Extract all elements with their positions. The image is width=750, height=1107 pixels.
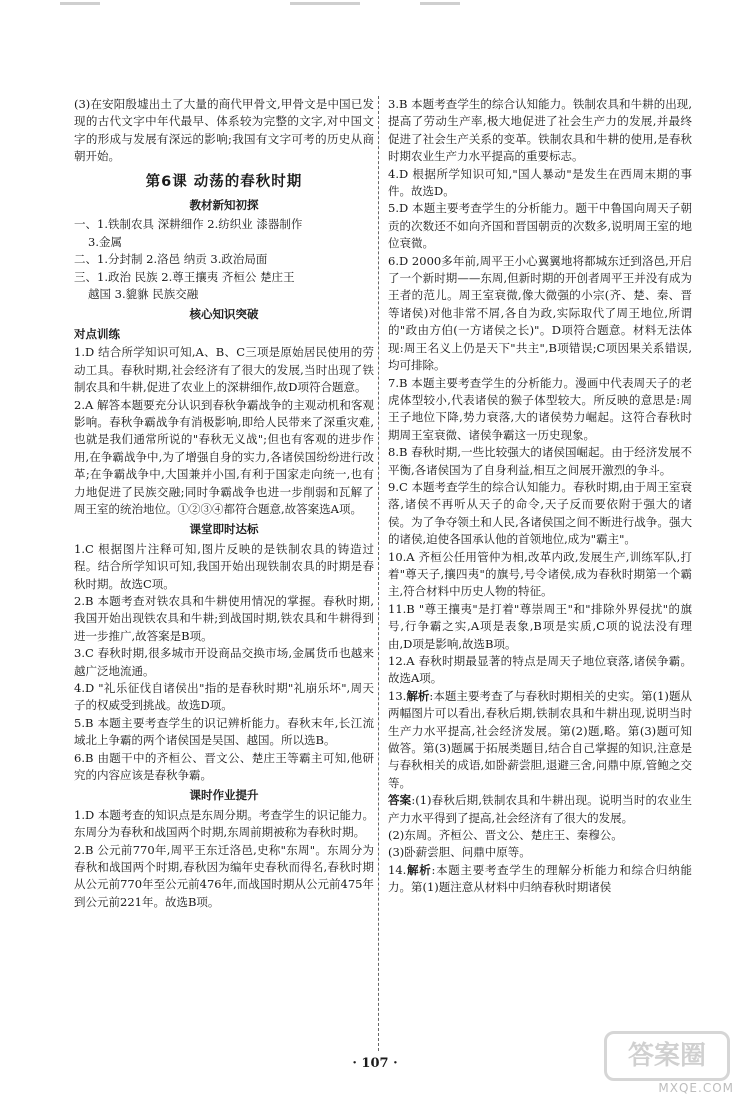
column-divider [378, 96, 379, 1051]
top-scan-marks [0, 0, 750, 10]
answer-item: 7.B 本题主要考查学生的分析能力。漫画中代表周天子的老虎体型较小,代表诸侯的猴子体型较大。所反映的意思是:周王子地位下降,势力衰落,大的诸侯势力崛起。这符合春秋时期周王室衰微、诸侯争霸这一历史现象。 [388, 375, 692, 442]
answer-item: 9.C 本题考查学生的综合认知能力。春秋时期,由于周王室衰落,诸侯不再听从天子的命令,天子反而要依附于强大的诸侯。为了争夺领土和人民,各诸侯国之间不断进行战争。强大的诸侯,迫使各国承认他的首领地位,成为"霸主"。 [388, 479, 692, 547]
analysis-text: :本题主要考查了与春秋时期相关的史实。第(1)题从两幅图片可以看出,春秋后期,铁制农具和牛耕出现,说明当时生产力水平提高,社会经济发展。第(2)题,略。第(3)题可知做答。第(3)题属于拓展类题目,结合自己掌握的知识,注意是与春秋相关的成语,如卧薪尝胆,退避三舍,问鼎中原,管鲍之交等。 [388, 688, 692, 790]
knowledge-line: 二、1.分封制 2.洛邑 纳贡 3.政治局面 [74, 252, 268, 267]
answer-item: 2.B 本题考查对铁农具和牛耕使用情况的掌握。春秋时期,我国开始出现铁农具和牛耕;到战国时期,铁农具和牛耕得到进一步推广,故答案是B项。 [74, 593, 374, 643]
answer-item: 5.D 本题主要考查学生的分析能力。题干中鲁国向周天子朝贡的次数还不如向齐国和晋国朝贡的次数多,说明周王室的地位衰微。 [388, 201, 692, 251]
right-column [388, 96, 692, 897]
watermark [584, 1033, 734, 1095]
answer-item-13 [388, 688, 692, 792]
knowledge-line: 一、1.铁制农具 深耕细作 2.纺织业 漆器制作 [74, 217, 303, 232]
intro-paragraph: (3)在安阳殷墟出土了大量的商代甲骨文,甲骨文是中国已发现的古代文字中年代最早、体系较为完整的文字,对中国文字的形成与发展有深远的影响;我国有文字可考的历史从商朝开始。 [74, 97, 374, 164]
watermark-logo: 答案圈 [604, 1031, 730, 1081]
analysis-text: :本题主要考查学生的理解分析能力和综合归纳能力。第(1)题注意从材料中归纳春秋时期诸侯 [388, 862, 693, 895]
answer-item: 10.A 齐桓公任用管仲为相,改革内政,发展生产,训练军队,打着"尊天子,攘四夷"的旗号,号令诸侯,成为春秋时期第一个霸主,符合材料中历史人物的特征。 [388, 549, 692, 599]
answer-label: 答案 [388, 793, 412, 808]
answer-item: 1.D 结合所学知识可知,A、B、C三项是原始居民使用的劳动工具。春秋时期,社会经济有了很大的发展,当时出现了铁制农具和牛耕,促进了农业上的深耕细作,故D项符合题意。 [74, 345, 374, 395]
knowledge-line: 3.金属 [88, 234, 122, 249]
section-heading: 课时作业提升 [189, 788, 259, 803]
answer-body: :(1)春秋后期,铁制农具和牛耕出现。说明当时的农业生产力水平得到了提高,社会经济有了很大的发展。 [388, 793, 692, 825]
answer-item: 2.A 解答本题要充分认识到春秋争霸战争的主观动机和客观影响。春秋争霸战争有消极影响,即给人民带来了深重灾难,也就是我们通常所说的"春秋无义战";但也有客观的进步作用,在争霸战争中,为了增强自身的实力,各诸侯国纷纷进行改革;在争霸战争中,大国兼并小国,有利于国家走向统一,也有力地促进了民族交融;同时争霸战争也进一步削弱和瓦解了周王室的统治地位。①②③④都符合题意,故答案选A项。 [74, 397, 374, 516]
answer-item: 5.B 本题主要考查学生的识记辨析能力。春秋末年,长江流域北上争霸的两个诸侯国是吴国、越国。所以选B。 [74, 715, 374, 748]
answer-item: 1.D 本题考查的知识点是东周分期。考查学生的识记能力。东周分为春秋和战国两个时期,东周前期被称为春秋时期。 [74, 807, 374, 840]
answer-item: 6.D 2000多年前,周平王小心翼翼地将都城东迁到洛邑,开启了一个新时期——东周,但新时期的开创者周平王并没有成为王者的范儿。周王室衰微,像大微强的小宗(齐、楚、秦、晋等诸侯)对他非常不屑,各自为政,实际取代了周王地位,所谓的"政由方伯(一方诸侯之长)"。D项符合题意。材料无法体现:周王名义上仍是天下"共主",B项错误;C项因果关系错误,均可排除。 [388, 253, 692, 373]
left-column [74, 96, 374, 911]
section-heading: 教材新知初探 [189, 198, 259, 213]
answer-item: 3.C 春秋时期,很多城市开设商品交换市场,金属货币也越来越广泛地流通。 [74, 646, 374, 678]
subsection-heading: 对点训练 [74, 326, 120, 341]
watermark-site: MXQE.COM [658, 1081, 734, 1095]
answer-item: 2.B 公元前770年,周平王东迁洛邑,史称"东周"。东周分为春秋和战国两个时期,春秋因为编年史春秋而得名,春秋时期从公元前770年至公元前476年,而战国时期从公元前475年到公元前221年。故选B项。 [74, 842, 374, 909]
answer-text: (2)东周。齐桓公、晋文公、楚庄王、秦穆公。 [388, 828, 623, 843]
analysis-label: 解析 [406, 688, 430, 703]
item-number: 13. [388, 688, 407, 703]
answer-item: 1.C 根据图片注释可知,图片反映的是铁制农具的铸造过程。结合所学知识可知,我国开始出现铁制农具的时期是春秋时期。故选C项。 [74, 541, 374, 591]
section-heading: 课堂即时达标 [189, 522, 259, 537]
answer-text [388, 792, 692, 827]
answer-item: 4.D 根据所学知识可知,"国人暴动"是发生在西周末期的事件。故选D。 [388, 166, 692, 199]
knowledge-line: 三、1.政治 民族 2.尊王攘夷 齐桓公 楚庄王 [74, 269, 295, 284]
answer-item: 6.B 由题干中的齐桓公、晋文公、楚庄王等霸主可知,他研究的内容应该是春秋争霸。 [74, 750, 374, 783]
section-heading: 核心知识突破 [189, 307, 259, 322]
answer-item-14 [388, 862, 692, 897]
page-number: · 107 · [352, 1056, 398, 1071]
answer-item: 3.B 本题考查学生的综合认知能力。铁制农具和牛耕的出现,提高了劳动生产率,极大地促进了社会生产力的发展,并最终促进了社会生产关系的变革。铁制农具和牛耕的使用,是春秋时期农业生产力水平提高的重要标志。 [388, 97, 692, 164]
answer-item: 4.D "礼乐征伐自诸侯出"指的是春秋时期"礼崩乐坏",周天子的权威受到挑战。故选D项。 [74, 681, 374, 713]
lesson-title: 第6课 动荡的春秋时期 [145, 173, 303, 190]
item-number: 14. [388, 862, 407, 877]
knowledge-line: 越国 3.貔貅 民族交融 [88, 287, 199, 302]
answer-text: (3)卧薪尝胆、问鼎中原等。 [388, 845, 531, 860]
answer-item: 11.B "尊王攘夷"是打着"尊崇周王"和"排除外界侵扰"的旗号,行争霸之实,A项是表象,B项是实质,C项的说法没有理由,D项是影响,故选B项。 [388, 601, 692, 651]
analysis-label: 解析 [406, 862, 432, 877]
answer-item: 8.B 春秋时期,一些比较强大的诸侯国崛起。由于经济发展不平衡,各诸侯国为了自身利益,相互之间展开激烈的争斗。 [388, 445, 692, 477]
answer-item: 12.A 春秋时期最显著的特点是周天子地位衰落,诸侯争霸。故选A项。 [388, 654, 692, 686]
